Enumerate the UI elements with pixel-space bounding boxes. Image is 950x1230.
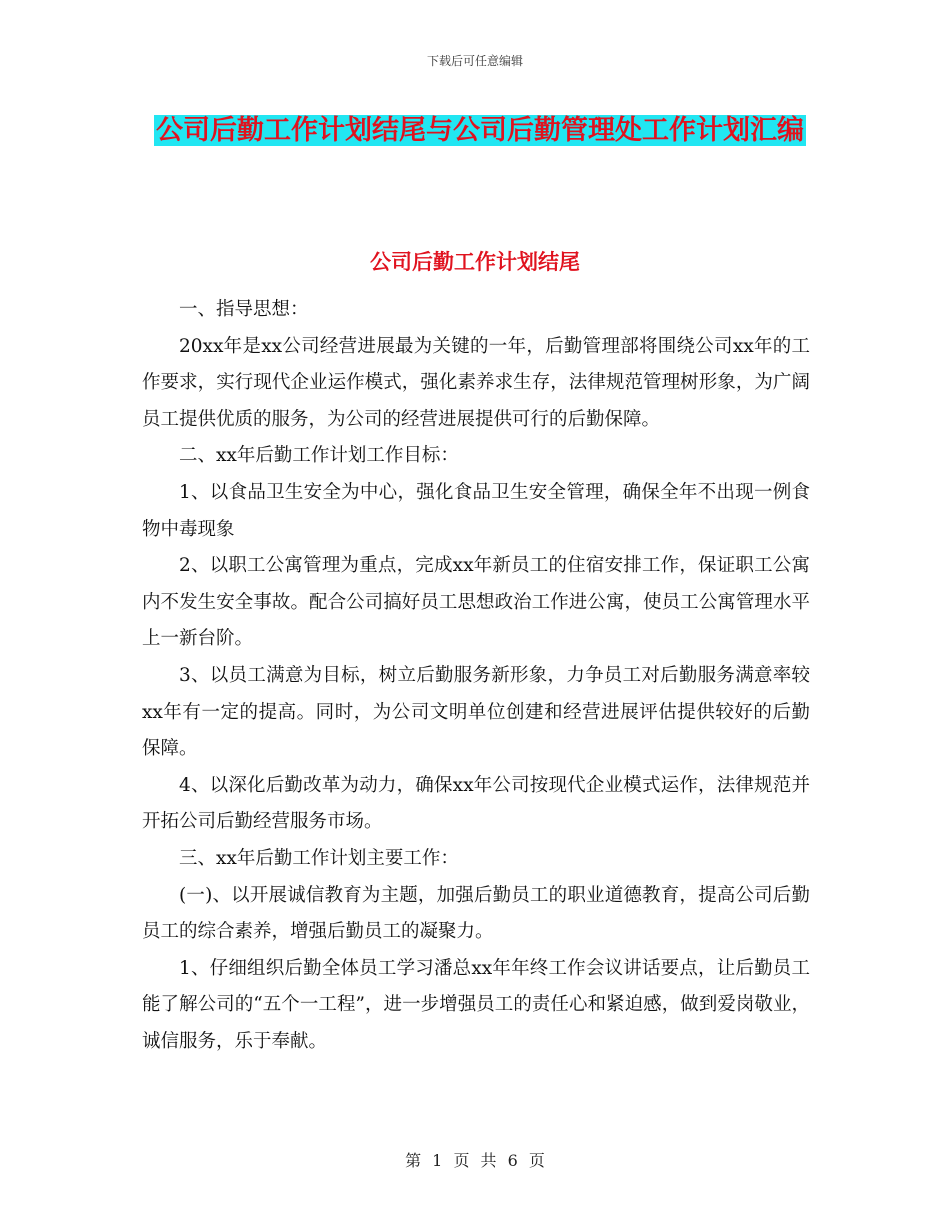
body-text [142, 292, 810, 1060]
header-note: 下载后可任意编辑 [426, 54, 523, 68]
paragraph: 1、以食品卫生安全为中心，强化食品卫生安全管理，确保全年不出现一例食物中毒现象 [142, 481, 810, 540]
paragraph: (一)、以开展诚信教育为主题，加强后勤员工的职业道德教育，提高公司后勤员工的综合素养，增强后勤员工的凝聚力。 [142, 884, 810, 943]
paragraph: 二、xx年后勤工作计划工作目标： [179, 445, 459, 467]
section-title: 公司后勤工作计划结尾 [370, 250, 580, 274]
paragraph: 1、仔细组织后勤全体员工学习潘总xx年年终工作会议讲话要点，让后勤员工能了解公司的“五个一工程”，进一步增强员工的责任心和紧迫感，做到爱岗敬业，诚信服务，乐于奉献。 [142, 957, 810, 1052]
page-footer: 第 1 页 共 6 页 [405, 1151, 545, 1170]
document-title [150, 108, 810, 154]
paragraph: 一、指导思想： [179, 299, 309, 320]
paragraph: 2、以职工公寓管理为重点，完成xx年新员工的住宿安排工作，保证职工公寓内不发生安全事故。配合公司搞好员工思想政治工作进公寓，使员工公寓管理水平上一新台阶。 [142, 555, 810, 650]
paragraph: 三、xx年后勤工作计划主要工作： [179, 847, 459, 869]
document-title-text: 公司后勤工作计划结尾与公司后勤管理处工作计划汇编 [156, 115, 804, 146]
paragraph: 4、以深化后勤改革为动力，确保xx年公司按现代企业模式运作，法律规范并开拓公司后勤经营服务市场。 [142, 774, 810, 833]
paragraph: 20xx年是xx公司经营进展最为关键的一年，后勤管理部将围绕公司xx年的工作要求，实行现代企业运作模式，强化素养求生存，法律规范管理树形象，为广阔员工提供优质的服务，为公司的经营进展提供可行的后勤保障。 [142, 335, 810, 430]
paragraph: 3、以员工满意为目标，树立后勤服务新形象，力争员工对后勤服务满意率较xx年有一定的提高。同时，为公司文明单位创建和经营进展评估提供较好的后勤保障。 [142, 664, 810, 760]
